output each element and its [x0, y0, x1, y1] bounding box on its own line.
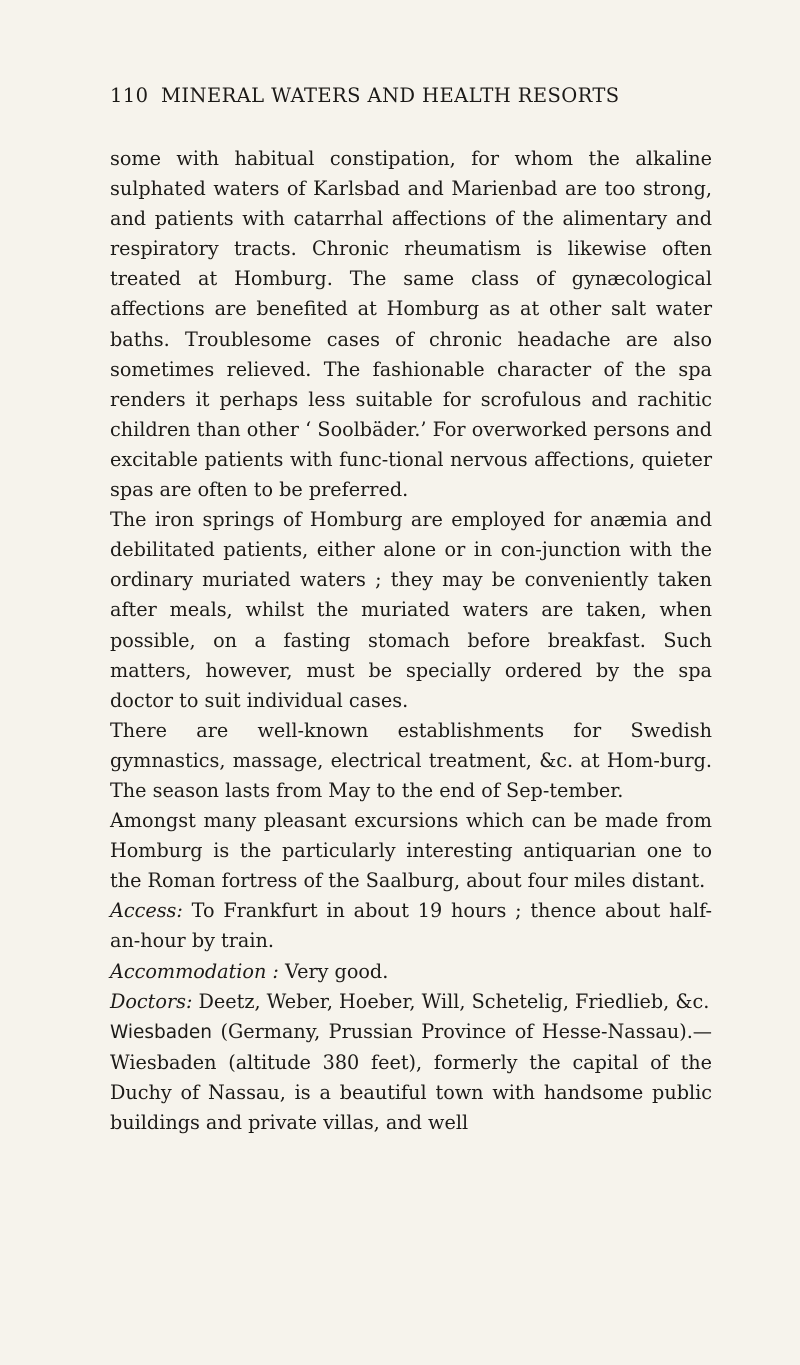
accommodation-paragraph — [110, 957, 712, 987]
running-head — [110, 84, 720, 108]
doctors-label: Doctors: — [110, 989, 193, 1013]
running-title: MINERAL WATERS AND HEALTH RESORTS — [161, 84, 620, 107]
paragraph-1: some with habitual constipation, for whom the alkaline sulphated waters of Karlsbad and Marienbad are too strong, and patients with catarrhal affections of the alimentary and respiratory tracts. Chronic rheumatism is likewise often treated at Homburg. The same class of gynæcological affections are benefited at Homburg as at other salt water baths. Troublesome cases of chronic headache are also sometimes relieved. The fashionable character of the spa renders it perhaps less suitable for scrofulous and rachitic children than other ‘ Soolbäder.’ For overworked persons and excitable patients with func-tional nervous affections, quieter spas are often to be preferred. — [110, 147, 712, 502]
body-text — [110, 144, 712, 1138]
doctors-text: Deetz, Weber, Hoeber, Will, Schetelig, Friedlieb, &c. — [192, 989, 710, 1013]
accommodation-label: Accommodation : — [110, 959, 279, 983]
accommodation-text: Very good. — [278, 959, 389, 983]
access-text: To Frankfurt in about 19 hours ; thence about half-an-hour by train. — [110, 899, 712, 953]
access-label: Access: — [110, 899, 183, 923]
paragraph-3: There are well-known establishments for Swedish gymnastics, massage, electrical treatment, &c. at Hom-burg. The season lasts from May to the end of Sep-tember. — [110, 718, 712, 802]
wiesbaden-text: (Germany, Prussian Province of Hesse-Nassau).—Wiesbaden (altitude 380 feet), formerly the capital of the Duchy of Nassau, is a beautiful town with handsome public buildings and private villas, and well — [110, 1019, 712, 1134]
page-number: 110 — [110, 84, 149, 107]
wiesbaden-heading: Wiesbaden — [110, 1021, 212, 1043]
wiesbaden-paragraph — [110, 1017, 712, 1138]
access-paragraph — [110, 896, 712, 956]
paragraph-4: Amongst many pleasant excursions which can be made from Homburg is the particularly interesting antiquarian one to the Roman fortress of the Saalburg, about four miles distant. — [110, 809, 712, 893]
doctors-paragraph — [110, 987, 712, 1017]
paragraph-2: The iron springs of Homburg are employed for anæmia and debilitated patients, either alone or in con-junction with the ordinary muriated waters ; they may be conveniently taken after meals, whilst the muriated waters are taken, when possible, on a fasting stomach before breakfast. Such matters, however, must be specially ordered by the spa doctor to suit individual cases. — [110, 508, 712, 712]
